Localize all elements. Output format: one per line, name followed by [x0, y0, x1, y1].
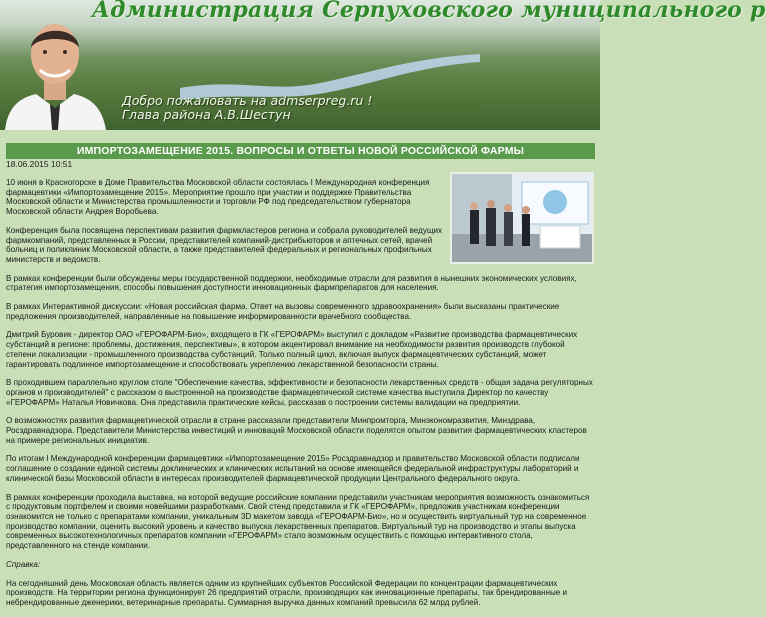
head-portrait — [0, 18, 110, 130]
site-banner — [0, 0, 766, 130]
paragraph: В рамках конференции были обсуждены меры государственной поддержки, необходимые отрасли для развития в нынешних экономических условиях, стратегия импортозамещения, способы повышения доступности инновационных фармпрепаратов для населения. — [6, 273, 577, 293]
paragraph: В рамках Интерактивной дискуссии: «Новая российская фарма. Ответ на вызовы современного здравоохранения» были высказаны практические предложения производителей, направленные на повышение информированности врачебного сообщества. — [6, 302, 560, 321]
article-date: 18.06.2015 10:51 — [6, 159, 73, 169]
content-area — [1, 130, 599, 607]
paragraph: О возможностях развития фармацевтической отрасли в стране рассказали представители Минпромторга, Минэкономразвития, Минздрава, Росздравнадзора. Представители Министерства инвестиций и инноваций Московской области поделятся опытом развития фармацевтических кластеров на примере региональных инициатив. — [6, 416, 587, 445]
article-body — [6, 178, 594, 617]
head-name-line: Глава района А.В.Шестун — [122, 107, 291, 122]
paragraph: По итогам I Международной конференции фармацевтики «Импортозамещение 2015» Росздравнадзор и правительство Московской области подписали соглашение о создании единой системы доклинических и клинических испытаний на основе имеющейся федеральной инфраструктуры лабораторий и клинической базы Московской области в интересах производителей фармацевтической продукции Центрального федерального округа. — [6, 454, 580, 483]
paragraph: Конференция была посвящена перспективам развития фармкластеров региона и собрала руководителей ведущих фармкомпаний, представленных в России, представителей компаний-дистрибьюторов и аптечных сетей, врачей больниц и поликлиник Московской области, а также представителей федеральных и региональных профильных министерств и ведомств. — [6, 225, 443, 264]
paragraph: Дмитрий Буровик - директор ОАО «ГЕРОФАРМ-Био», входящего в ГК «ГЕРОФАРМ» выступил с докладом «Развитие производства фармацевтических субстанций в регионе: проблемы, достижения, перспективы», в котором акцентировал внимание на необходимости развития производств глубокой степени локализации - промышленного производства субстанций. Только полный цикл, включая выпуск фармацевтических субстанций, может гарантировать подлинное импортозамещение и способствовать укреплению лекарственной безопасности страны. — [6, 330, 578, 369]
exhibition-photo-image — [452, 174, 592, 262]
welcome-text — [122, 94, 372, 122]
paragraph: 10 июня в Красногорске в Доме Правительства Московской области состоялась I Международная конференция фармацевтики «Импортозамещение 2015». Мероприятие прошло при участии и поддержке Правительства Московской области и Министерства промышленности и торговли РФ под председательством губернатора Московской области Андрея Воробьева. — [6, 178, 430, 217]
welcome-line: Добро пожаловать на admserpreg.ru ! — [122, 93, 373, 108]
paragraph: В рамках конференции проходила выставка, на которой ведущие российские компании представили участникам мероприятия возможность ознакомиться с продуктовым портфелем и своими новейшими разработками. Свой стенд представила и ГК «ГЕРОФАРМ», предложив участникам конференции ознакомится не только с препаратами компании, уникальным 3D макетом завода «ГЕРОФАРМ-Био», но и осуществить виртуальный тур на современное производство компании, оценить высокий уровень и качество выпуска лекарственных препаратов. Виртуальный тур на производство и этапы выпуска современных высокотехнологичных препаратов компании «ГЕРОФАРМ» стало возможным осуществить с помощью интерактивного стола, представленного на стенде компании. — [6, 492, 590, 551]
reference-label: Справка: — [6, 559, 41, 569]
paragraph: На сегодняшний день Московская область является одним из крупнейших субъектов Российской Федерации по концентрации фармацевтических производств. На территории региона функционирует 26 предприятий отрасли, производящих как инновационные препараты, так брендированные и небрендированные дженерики, ветеринарные препараты. Суммарная выручка данных компаний превысила 62 млрд рублей. — [6, 578, 568, 607]
article-heading: ИМПОРТОЗАМЕЩЕНИЕ 2015. ВОПРОСЫ И ОТВЕТЫ НОВОЙ РОССИЙСКОЙ ФАРМЫ — [6, 143, 595, 159]
exhibition-photo[interactable] — [450, 172, 594, 264]
site-title: Администрация Серпуховского муниципального р — [92, 0, 766, 23]
paragraph: В проходившем параллельно круглом столе "Обеспечение качества, эффективности и безопасности лекарственных средств - общая задача регуляторных органов и производителей" с рассказом о выстроенной на производстве фармацевтической системе качества выступила Директор по качеству «ГЕРОФАРМ» Наталья Новичкова. Она представила практические кейсы, рассказав о построении системы валидации на предприятии. — [6, 378, 593, 407]
